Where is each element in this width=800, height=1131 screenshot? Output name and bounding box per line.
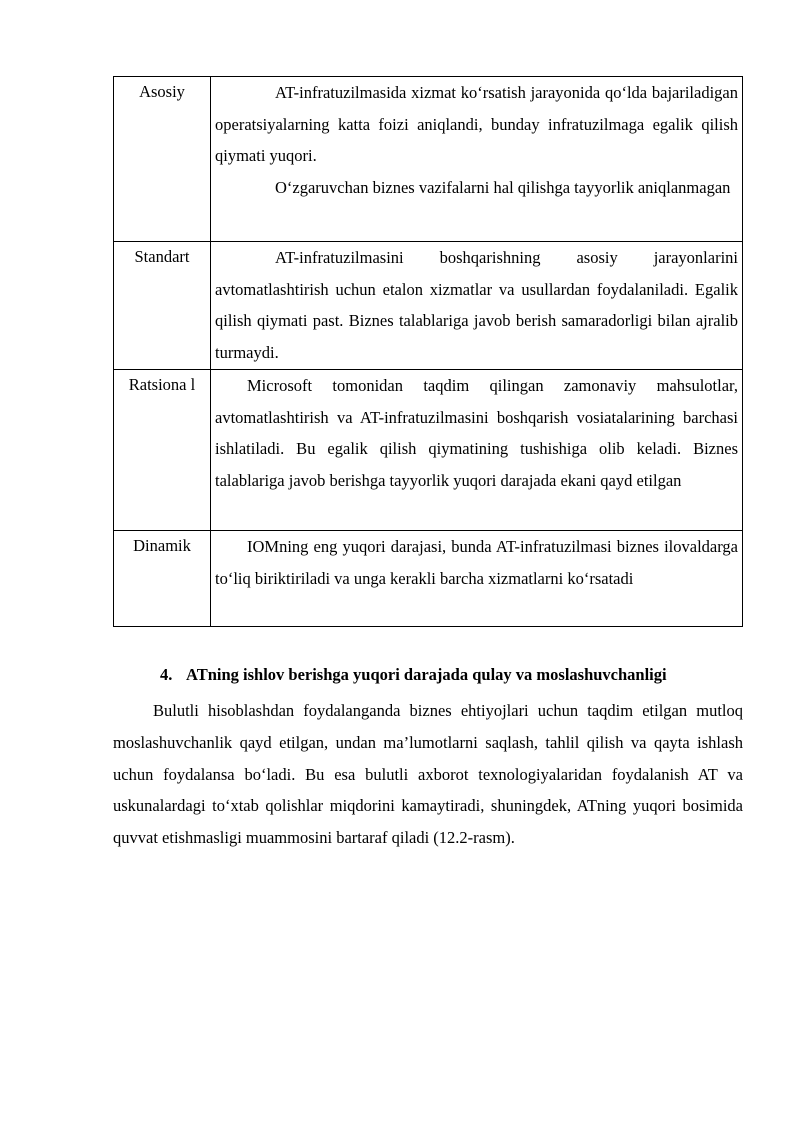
table-row — [114, 242, 743, 370]
level-description — [211, 370, 743, 531]
table-row — [114, 77, 743, 242]
level-name: Dinamik — [114, 531, 211, 627]
table-row — [114, 531, 743, 627]
section-number: 4. — [160, 665, 173, 684]
description-paragraph: O‘zgaruvchan biznes vazifalarni hal qilishga tayyorlik aniqlanmagan — [275, 177, 731, 197]
section-heading — [160, 664, 760, 686]
description-paragraph: AT-infratuzilmasida xizmat ko‘rsatish jarayonida qo‘lda bajariladigan operatsiyalarning katta foizi aniqlandi, bunday infratuzilmaga egalik qilish qiymati yuqori. — [215, 83, 738, 165]
description-paragraph: Microsoft tomonidan taqdim qilingan zamonaviy mahsulotlar, avtomatlashtirish va AT-infratuzilmasini boshqarish vosiatalarining barchasi ishlatiladi. Bu egalik qilish qiymatining tushishiga olib keladi. Biznes talablariga javob berishga tayyorlik yuqori darajada ekani qayd etilgan — [215, 376, 738, 490]
level-name: Standart — [114, 242, 211, 370]
description-paragraph: AT-infratuzilmasini boshqarishning asosiy jarayonlarini avtomatlashtirish uchun etalon xizmatlar va usullardan foydalaniladi. Egalik qilish qiymati past. Biznes talablariga javob berish samaradorligi bilan ajralib turmaydi. — [215, 248, 738, 362]
description-paragraph: IOMning eng yuqori darajasi, bunda AT-infratuzilmasi biznes ilovaldarga to‘liq biriktiriladi va unga kerakli barcha xizmatlarni ko‘rsatadi — [215, 537, 738, 588]
maturity-levels-table — [113, 76, 743, 627]
level-name: Ratsiona l — [114, 370, 211, 531]
table-row — [114, 370, 743, 531]
body-paragraph: Bulutli hisoblashdan foydalanganda biznes ehtiyojlari uchun taqdim etilgan mutloq moslashuvchanlik qayd etilgan, undan ma’lumotlarni saqlash, tahlil qilish va qayta ishlash uchun foydalansa bo‘ladi. Bu esa bulutli axborot texnologiyalaridan foydalanish AT va uskunalardagi to‘xtab qolishlar miqdorini kamaytiradi, shuningdek, ATning yuqori bosimida quvvat etishmasligi muammosini bartaraf qiladi (12.2-rasm). — [113, 701, 743, 848]
level-description — [211, 531, 743, 627]
level-description — [211, 77, 743, 242]
level-description — [211, 242, 743, 370]
level-name: Asosiy — [114, 77, 211, 242]
section-title: ATning ishlov berishga yuqori darajada qulay va moslashuvchanligi — [186, 665, 667, 684]
